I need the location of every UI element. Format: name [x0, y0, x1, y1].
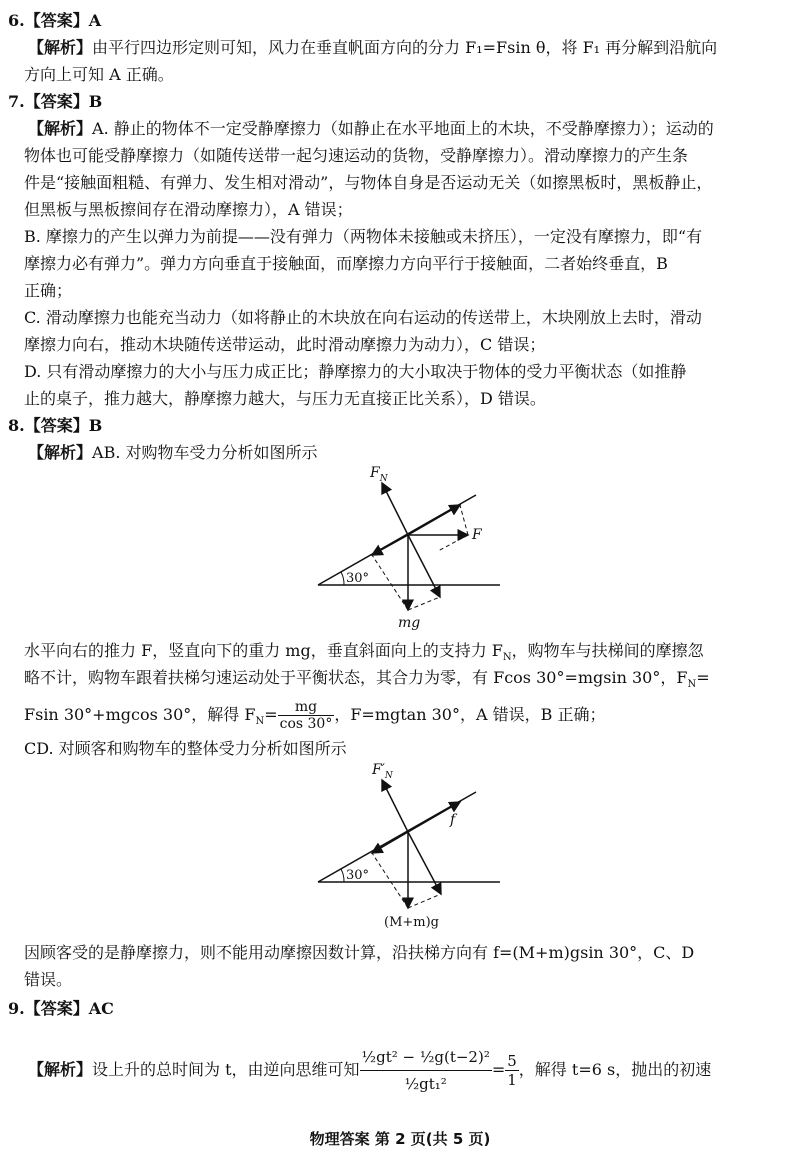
q7-analysis-tag: 【解析】 [28, 119, 93, 138]
q8-equation-line: Fsin 30°+mgcos 30°，解得 $F_N=$ $\frac{mg}{\cos 30^\circ}$ ，F=mgtan 30°，A 错误，B 正确； [24, 699, 606, 732]
q9-answer-tag: 【答案】 [24, 999, 89, 1018]
q9-fraction [360, 1044, 492, 1097]
q9-answer: AC [88, 999, 114, 1018]
q6-answer-tag: 【答案】 [24, 11, 89, 30]
q7-line-2: 物体也可能受静摩擦力（如随传送带一起匀速运动的货物，受静摩擦力）。滑动摩擦力的产生条 [24, 146, 689, 165]
q8-after-fig1-line-2: 略不计，购物车跟着扶梯匀速运动处于平衡状态，其合力为零，有 Fcos 30°=mgsin 30°，$F_N=$ [24, 668, 710, 691]
q6-num: 6. [8, 11, 25, 30]
q8-eq-fraction [278, 699, 335, 732]
q7-line-4: 但黑板与黑板擦间存在滑动摩擦力），A 错误； [24, 200, 353, 219]
q9-post: ，解得 t=6 s，抛出的初速 [518, 1060, 712, 1079]
q7-line-8: C. 滑动摩擦力也能充当动力（如将静止的木块放在向右运动的传送带上，木块刚放上去时，滑动 [24, 308, 702, 327]
q7-text-1: A. 静止的物体不一定受静摩擦力（如静止在水平地面上的木块，不受静摩擦力）；运动的 [92, 119, 714, 138]
fig2-fn-label: $F'_N$ [372, 762, 393, 781]
q7-analysis-line-1 [28, 118, 714, 140]
q7-number [8, 91, 102, 113]
q8-intro: AB. 对购物车受力分析如图所示 [92, 443, 318, 462]
force-diagram-cart [300, 465, 510, 635]
q9-analysis-tag: 【解析】 [28, 1060, 93, 1079]
q8-answer-tag: 【答案】 [24, 416, 89, 435]
q9-analysis-line-1: 【解析】设上升的总时间为 t，由逆向思维可知 $\frac{\text{½gt² − ½g(t−2)²}}{\text{½gt₁²}}$ = $\frac{5}{1}$ ，解得 t=6 s，抛出的初速 [28, 1040, 711, 1100]
q8-eq-num: mg [278, 699, 335, 716]
q6-analysis-line-2: 方向上可知 A 正确。 [24, 65, 174, 84]
q8-af2-tail: = [696, 668, 710, 687]
fig2-f-label: f [450, 812, 456, 828]
fig2-g-label: (M+m)g [384, 915, 439, 930]
q8-after-fig1-line-1: 水平向右的推力 F，竖直向下的重力 mg，垂直斜面向上的支持力 $F_N$，购物车与扶梯间的摩擦忽 [24, 641, 704, 664]
q9-pre: 设上升的总时间为 t，由逆向思维可知 [92, 1060, 360, 1079]
fig2-angle: 30° [346, 868, 370, 883]
q8-num: 8. [8, 416, 25, 435]
q8-analysis-tag: 【解析】 [28, 443, 93, 462]
q7-line-10: D. 只有滑动摩擦力的大小与压力成正比；静摩擦力的大小取决于物体的受力平衡状态（如推静 [24, 362, 687, 381]
q8-eq-pre: Fsin 30°+mgcos 30°，解得 F [24, 705, 256, 724]
q8-af1-text: 水平向右的推力 F，竖直向下的重力 mg，垂直斜面向上的支持力 F [24, 641, 503, 660]
fig1-angle: 30° [346, 571, 370, 586]
q8-af1-tail: ，购物车与扶梯间的摩擦忽 [511, 641, 704, 660]
q6-analysis-line-1 [28, 37, 717, 59]
q7-line-9: 摩擦力向右，推动木块随传送带运动，此时滑动摩擦力为动力），C 错误； [24, 335, 546, 354]
q9-ratio-den: 1 [507, 1071, 517, 1089]
q9-num: 9. [8, 999, 25, 1018]
q9-frac-den: ½gt₁² [404, 1075, 447, 1093]
q6-analysis-tag: 【解析】 [28, 38, 93, 57]
q8-after-fig2-line-2: 错误。 [24, 970, 73, 989]
q7-answer: B [88, 92, 103, 111]
q8-eq-post: ，F=mgtan 30°，A 错误，B 正确； [334, 705, 606, 724]
fig1-fn-label: $F_N$ [370, 465, 388, 484]
q7-answer-tag: 【答案】 [24, 92, 89, 111]
q8-cd-intro: CD. 对顾客和购物车的整体受力分析如图所示 [24, 739, 347, 758]
q8-answer: B [88, 416, 103, 435]
q7-line-3: 件是“接触面粗糙、有弹力、发生相对滑动”，与物体自身是否运动无关（如擦黑板时，黑板静止， [24, 173, 713, 192]
q9-number [8, 998, 114, 1020]
page-footer: 物理答案 第 2 页(共 5 页) [309, 1130, 491, 1148]
q6-number [8, 10, 101, 32]
q7-line-5: B. 摩擦力的产生以弹力为前提——没有弹力（两物体未接触或未挤压），一定没有摩擦力，即“有 [24, 227, 703, 246]
q8-eq-den: cos 30° [279, 716, 333, 732]
q9-ratio-num: 5 [507, 1052, 517, 1070]
force-diagram-whole [300, 760, 510, 935]
q7-line-7: 正确； [24, 281, 73, 300]
q7-num: 7. [8, 92, 25, 111]
fig1-mg-label: mg [398, 615, 421, 631]
q9-ratio [505, 1052, 519, 1089]
q8-number [8, 415, 102, 437]
q8-af2-text: 略不计，购物车跟着扶梯匀速运动处于平衡状态，其合力为零，有 Fcos 30°=mgsin 30°，F [24, 668, 688, 687]
q8-after-fig2-line-1: 因顾客受的是静摩擦力，则不能用动摩擦因数计算，沿扶梯方向有 f=(M+m)gsin 30°，C、D [24, 943, 695, 962]
q7-line-6: 摩擦力必有弹力”。弹力方向垂直于接触面，而摩擦力方向平行于接触面，二者始终垂直，B [24, 254, 668, 273]
q9-frac-num: ½gt² − ½g(t−2)² [360, 1044, 492, 1071]
q6-text-1: 由平行四边形定则可知，风力在垂直帆面方向的分力 F₁=Fsin θ，将 F₁ 再分解到沿航向 [92, 38, 718, 57]
q8-analysis-line-1 [28, 442, 318, 464]
fig1-f-label: F [472, 527, 482, 543]
q6-answer: A [88, 11, 102, 30]
q7-line-11: 止的桌子，推力越大，静摩擦力越大，与压力无直接正比关系），D 错误。 [24, 389, 546, 408]
